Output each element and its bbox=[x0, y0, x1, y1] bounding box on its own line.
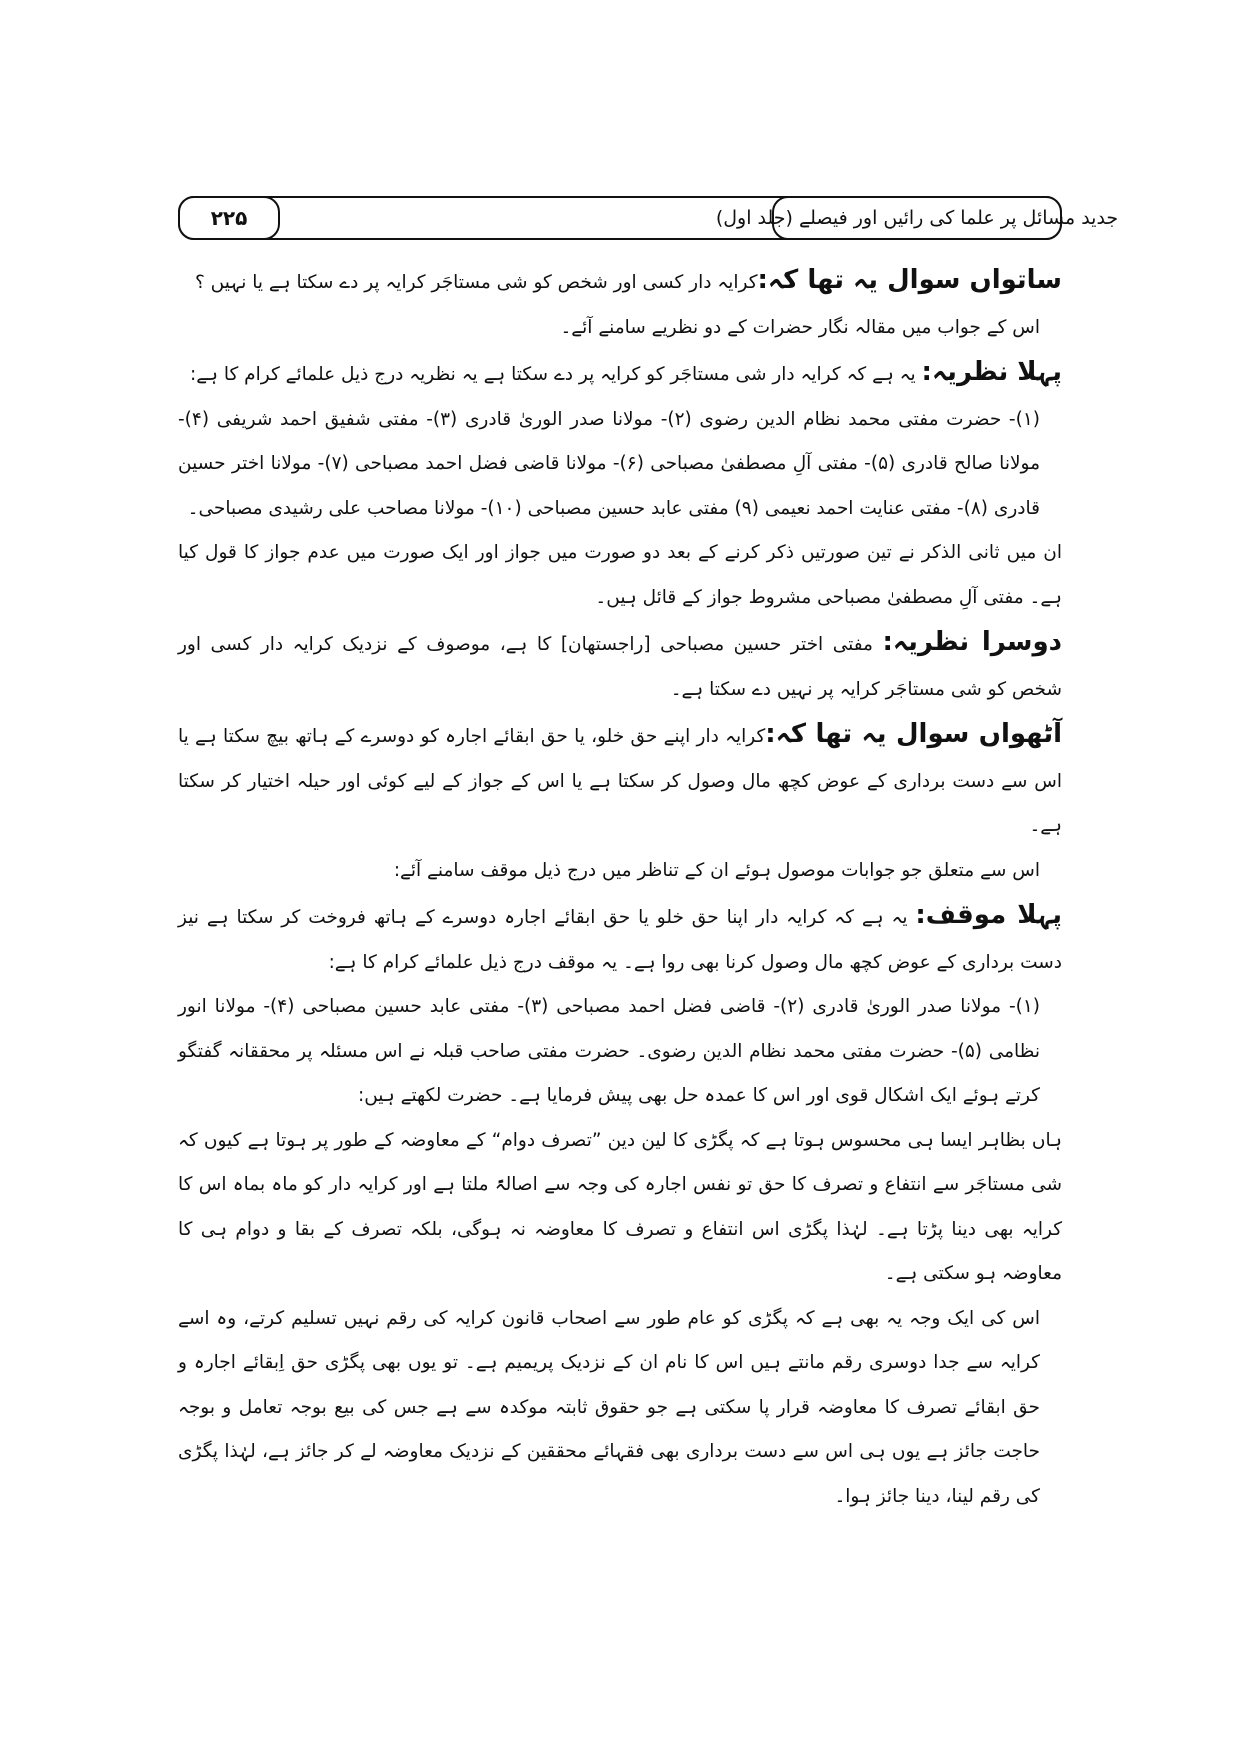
second-view-text: مفتی اختر حسین مصباحی [راجستھان] کا ہے، موصوف کے نزدیک کرایہ دار کسی اور شخص کو شی مستاجَر کرایہ پر نہیں دے سکتا ہے۔ bbox=[178, 634, 1062, 700]
quotation bbox=[178, 1297, 1062, 1520]
paragraph-text: ان میں ثانی الذکر نے تین صورتیں ذکر کرنے کے بعد دو صورت میں جواز اور ایک صورت میں عدم جواز کا قول کیا ہے۔ مفتی آلِ مصطفیٰ مصباحی مشروط جواز کے قائل ہیں۔ bbox=[178, 542, 1062, 608]
second-view bbox=[178, 620, 1062, 712]
first-view-text: یہ ہے کہ کرایہ دار شی مستاجَر کو کرایہ پر دے سکتا ہے یہ نظریہ درج ذیل علمائے کرام کا ہے: bbox=[190, 364, 922, 385]
question-eight-heading: آٹھواں سوال یہ تھا کہ: bbox=[765, 719, 1062, 749]
running-title: جدید مسائل پر علما کی رائیں اور فیصلے (جلد اول) bbox=[772, 196, 1062, 240]
paragraph bbox=[178, 306, 1062, 351]
first-view bbox=[178, 350, 1062, 398]
scholars-list-text: (۱)- حضرت مفتی محمد نظام الدین رضوی (۲)- مولانا صدر الوریٰ قادری (۳)- مفتی شفیق احمد شریفی (۴)- مولانا صالح قادری (۵)- مفتی آلِ مصطفیٰ مصباحی (۶)- مولانا قاضی فضل احمد مصباحی (۷)- مولانا اختر حسین قادری (۸)- مفتی عنایت احمد نعیمی (۹) مفتی عابد حسین مصباحی (۱۰)- مولانا مصاحب علی رشیدی مصباحی۔ bbox=[178, 408, 1040, 519]
second-view-heading: دوسرا نظریہ: bbox=[882, 627, 1062, 657]
quotation-text: ہاں بظاہر ایسا ہی محسوس ہوتا ہے کہ پگڑی کا لین دین ”تصرف دوام“ کے معاوضہ کے طور پر ہوتا ہے کیوں کہ شی مستاجَر سے انتفاع و تصرف کا حق تو نفس اجارہ کی وجہ سے اصالۃً ملتا ہے اور کرایہ دار کو ماہ بماہ اس کا کرایہ بھی دینا پڑتا ہے۔ لہٰذا پگڑی اس انتفاع و تصرف کا معاوضہ نہ ہوگی، بلکہ تصرف کے بقا و دوام ہی کا معاوضہ ہو سکتی ہے۔ bbox=[178, 1129, 1062, 1284]
question-seven bbox=[178, 258, 1062, 306]
paragraph bbox=[178, 531, 1062, 620]
page-number: ۲۲۵ bbox=[178, 196, 280, 240]
question-eight bbox=[178, 712, 1062, 849]
question-seven-text: کرایہ دار کسی اور شخص کو شی مستاجَر کرایہ پر دے سکتا ہے یا نہیں ؟ bbox=[194, 272, 758, 293]
body-text bbox=[178, 258, 1062, 1519]
page-header bbox=[178, 196, 1119, 240]
question-eight-text: کرایہ دار اپنے حق خلو، یا حق ابقائے اجارہ کو دوسرے کے ہاتھ بیچ سکتا ہے یا اس سے دست برداری کے عوض کچھ مال وصول کر سکتا ہے یا اس کے جواز کے لیے کوئی اور حیلہ اختیار کر سکتا ہے۔ bbox=[178, 726, 1062, 836]
paragraph bbox=[178, 849, 1062, 894]
quotation bbox=[178, 1119, 1062, 1297]
paragraph-text: اس سے متعلق جو جوابات موصول ہوئے ان کے تناظر میں درج ذیل موقف سامنے آئے: bbox=[393, 859, 1040, 881]
first-position-text: یہ ہے کہ کرایہ دار اپنا حق خلو یا حق ابقائے اجارہ دوسرے کے ہاتھ فروخت کر سکتا ہے نیز دست برداری کے عوض کچھ مال وصول کرنا بھی روا ہے۔ یہ موقف درج ذیل علمائے کرام کا ہے: bbox=[178, 907, 1062, 973]
scholars-list bbox=[178, 398, 1062, 532]
first-view-heading: پہلا نظریہ: bbox=[921, 357, 1062, 387]
scholars-list-text: (۱)- مولانا صدر الوریٰ قادری (۲)- قاضی فضل احمد مصباحی (۳)- مفتی عابد حسین مصباحی (۴)- مولانا انور نظامی (۵)- حضرت مفتی محمد نظام الدین رضوی۔ حضرت مفتی صاحب قبلہ نے اس مسئلہ پر محققانہ گفتگو کرتے ہوئے ایک اشکال قوی اور اس کا عمدہ حل بھی پیش فرمایا ہے۔ حضرت لکھتے ہیں: bbox=[178, 996, 1040, 1106]
first-position bbox=[178, 893, 1062, 985]
first-position-heading: پہلا موقف: bbox=[915, 900, 1063, 930]
paragraph-text: اس کے جواب میں مقالہ نگار حضرات کے دو نظریے سامنے آئے۔ bbox=[560, 316, 1040, 338]
scholars-list bbox=[178, 985, 1062, 1119]
question-seven-heading: ساتواں سوال یہ تھا کہ: bbox=[757, 265, 1062, 295]
quotation-text: اس کی ایک وجہ یہ بھی ہے کہ پگڑی کو عام طور سے اصحاب قانون کرایہ کی رقم نہیں تسلیم کرتے، وہ اسے کرایہ سے جدا دوسری رقم مانتے ہیں اس کا نام ان کے نزدیک پریمیم ہے۔ تو یوں بھی پگڑی حق اِبقائے اجارہ و حق ابقائے تصرف کا معاوضہ قرار پا سکتی ہے جو حقوق ثابتہ موکدہ سے ہے جس کی بیع بوجہ تعامل و بوجہ حاجت جائز ہے یوں ہی اس سے دست برداری بھی فقہائے محققین کے نزدیک معاوضہ لے کر جائز ہے، لہٰذا پگڑی کی رقم لینا، دینا جائز ہوا۔ bbox=[178, 1307, 1040, 1507]
